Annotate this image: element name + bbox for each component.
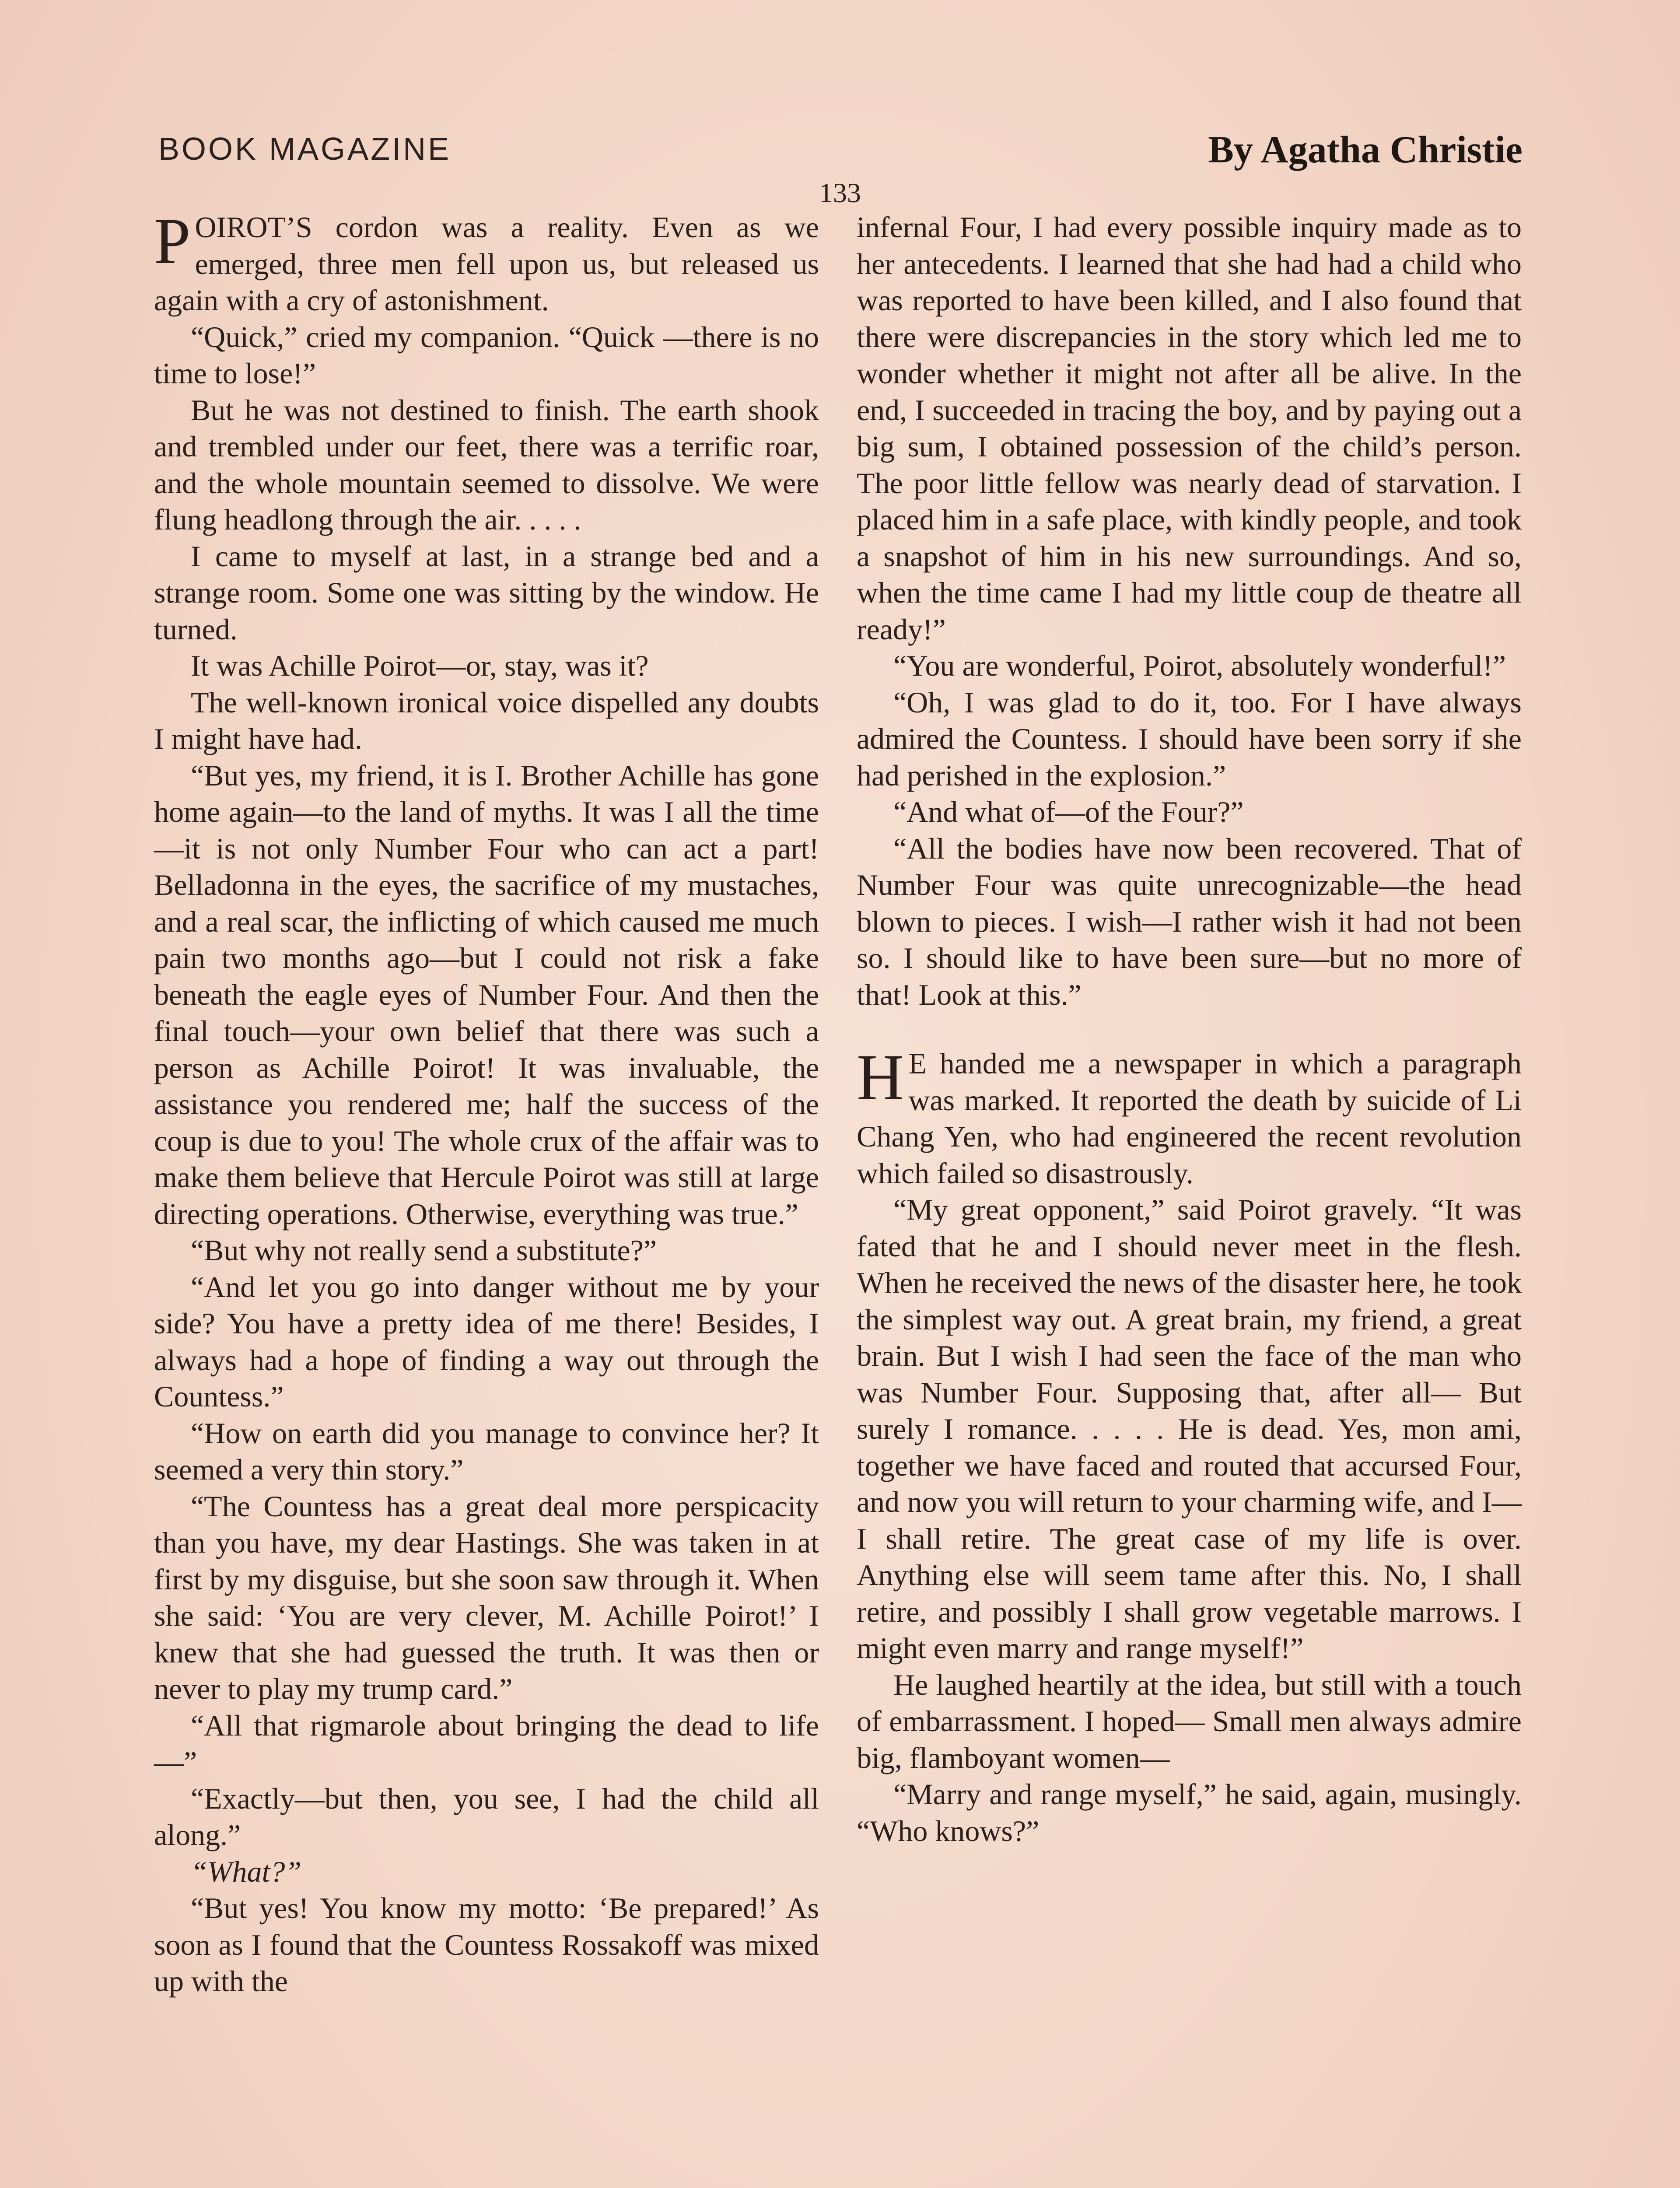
paragraph: “But yes! You know my motto: ‘Be prepared!’ As soon as I found that the Countess Rossakoff was mixed up with the <box>154 1891 819 1998</box>
author-byline: By Agatha Christie <box>1208 129 1522 171</box>
drop-cap: P <box>154 205 191 277</box>
paragraph: “What?” <box>191 1855 302 1888</box>
paragraph: “How on earth did you manage to convince her? It seemed a very thin story.” <box>154 1416 819 1486</box>
paragraph: He laughed heartily at the idea, but still with a touch of embarrassment. I hoped— Small men always admire big, flamboyant women— <box>857 1668 1522 1774</box>
paragraph: “You are wonderful, Poirot, absolutely wonderful!” <box>893 649 1506 682</box>
paragraph: “The Countess has a great deal more perspicacity than you have, my dear Hastings. She was taken in at first by my disguise, but she soon saw through it. When she said: ‘You are very clever, M. Achille Poirot!’ I knew that she had guessed the truth. It was then or never to play my trump card.” <box>154 1489 819 1705</box>
paragraph: I came to myself at last, in a strange bed and a strange room. Some one was sitting by the window. He turned. <box>154 539 819 646</box>
paragraph: “All the bodies have now been recovered. That of Number Four was quite unrecognizable—the head blown to pieces. I wish—I rather wish it had not been so. I should like to have been sure—but no more of that! Look at this.” <box>857 831 1522 1011</box>
paragraph-text: OIROT’S cordon was a reality. Even as we emerged, three men fell upon us, but released us again with a cry of astonishment. <box>154 210 819 317</box>
paragraph: “Quick,” cried my companion. “Quick —there is no time to lose!” <box>154 320 819 390</box>
paragraph: “And let you go into danger without me by your side? You have a pretty idea of me there! Besides, I always had a hope of finding a way out through the Countess.” <box>154 1270 819 1413</box>
paragraph: “Exactly—but then, you see, I had the child all along.” <box>154 1781 819 1851</box>
paragraph: “But why not really send a substitute?” <box>191 1234 657 1267</box>
page-number: 133 <box>819 177 861 208</box>
left-column <box>154 205 819 2000</box>
paragraph: “But yes, my friend, it is I. Brother Achille has gone home again—to the land of myths. It was I all the time—it is not only Number Four who can act a part! Belladonna in the eyes, the sacrifice of my mustaches, and a real scar, the inflicting of which caused me much pain two months ago—but I could not risk a fake beneath the eagle eyes of Number Four. And then the final touch—your own belief that there was such a person as Achille Poirot! It was invaluable, the assistance you rendered me; half the success of the coup is due to you! The whole crux of the affair was to make them believe that Hercule Poirot was still at large directing operations. Otherwise, everything was true.” <box>154 758 819 1231</box>
paragraph: “Marry and range myself,” he said, again, musingly. “Who knows?” <box>857 1778 1522 1848</box>
section-opening-paragraph <box>857 1041 1522 1192</box>
paragraph: “All that rigmarole about bringing the dead to life—” <box>154 1708 819 1778</box>
right-column <box>857 209 1522 1849</box>
paragraph: “Oh, I was glad to do it, too. For I have always admired the Countess. I should have been sorry if she had perished in the explosion.” <box>857 685 1522 792</box>
paragraph: “And what of—of the Four?” <box>893 795 1244 828</box>
magazine-title: BOOK MAGAZINE <box>158 132 452 167</box>
paragraph: But he was not destined to finish. The earth shook and trembled under our feet, there was a terrific roar, and the whole mountain seemed to dissolve. We were flung headlong through the air. . . . . <box>154 393 819 536</box>
paragraph: The well-known ironical voice dispelled any doubts I might have had. <box>154 685 819 755</box>
paragraph-text: E handed me a newspaper in which a paragraph was marked. It reported the death by suicide of Li Chang Yen, who had engineered the recent revolution which failed so disastrously. <box>857 1047 1522 1190</box>
paragraph: infernal Four, I had every possible inquiry made as to her antecedents. I learned that she had had a child who was reported to have been killed, and I also found that there were discrepancies in the story which led me to wonder whether it might not after all be alive. In the end, I succeeded in tracing the boy, and by paying out a big sum, I obtained possession of the child’s person. The poor little fellow was nearly dead of starvation. I placed him in a safe place, with kindly people, and took a snapshot of him in his new surroundings. And so, when the time came I had my little coup de theatre all ready!” <box>857 210 1522 646</box>
paragraph: “My great opponent,” said Poirot gravely. “It was fated that he and I should never meet in the flesh. When he received the news of the disaster here, he took the simplest way out. A great brain, my friend, a great brain. But I wish I had seen the face of the man who was Number Four. Supposing that, after all— But surely I romance. . . . . He is dead. Yes, mon ami, together we have faced and routed that accursed Four, and now you will return to your charming wife, and I— I shall retire. The great case of my life is over. Anything else will seem tame after this. No, I shall retire, and possibly I shall grow vegetable marrows. I might even marry and range myself!” <box>857 1193 1522 1665</box>
drop-cap: H <box>857 1041 904 1114</box>
opening-paragraph <box>154 205 819 319</box>
paragraph: It was Achille Poirot—or, stay, was it? <box>191 649 649 682</box>
